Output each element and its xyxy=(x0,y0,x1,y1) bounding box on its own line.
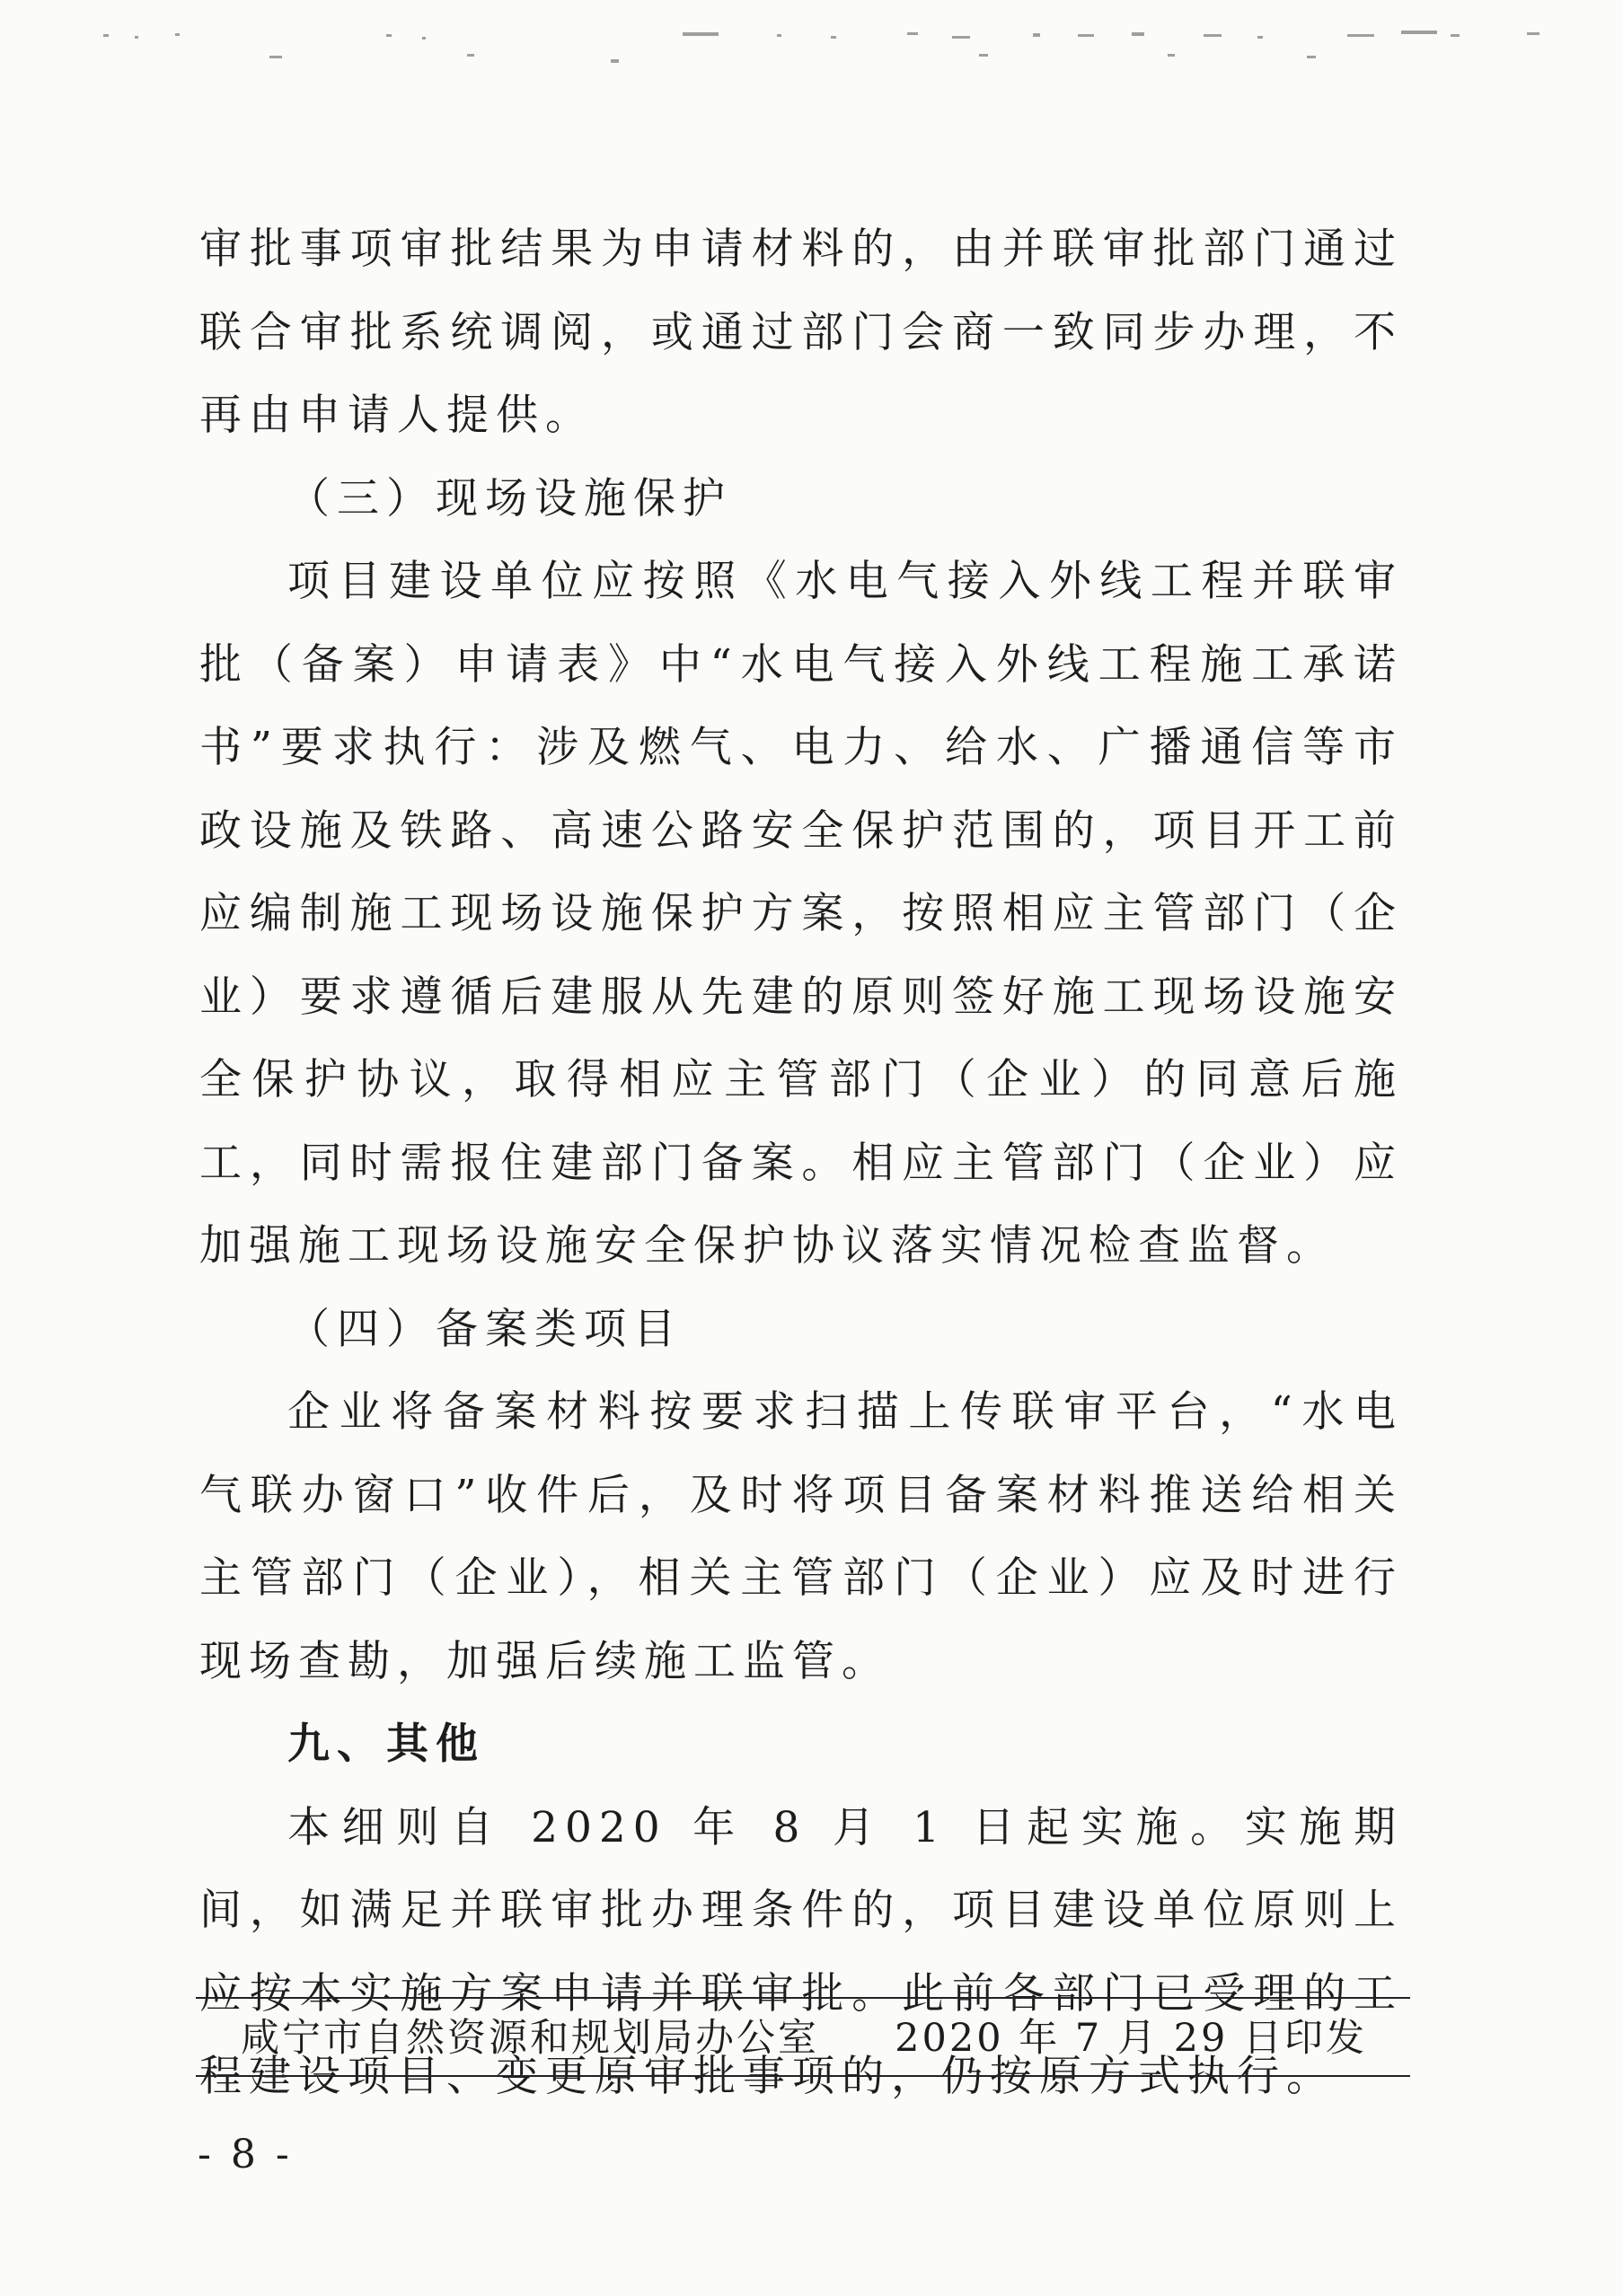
body-text xyxy=(199,208,1403,2119)
footer-bottom-rule xyxy=(196,2075,1410,2077)
paragraph-effective-date: 本细则自 2020 年 8 月 1 日起实施。实施期间，如满足并联审批办理条件的，项目建设单位原则上应按本实施方案申请并联审批。此前各部门已受理的工程建设项目、变更原审批事项的，仍按原方式执行。 xyxy=(199,1802,1403,2101)
footer-issue-date: 2020 年 7 月 29 日印发 xyxy=(895,2016,1367,2061)
footer-issuer: 咸宁市自然资源和规划局办公室 xyxy=(241,2016,819,2061)
section-heading-nine: 九、其他 xyxy=(287,1720,485,1769)
scan-artifacts xyxy=(0,0,1623,81)
section-heading-four: （四）备案类项目 xyxy=(287,1304,683,1354)
paragraph-continuation: 审批事项审批结果为申请材料的，由并联审批部门通过联合审批系统调阅，或通过部门会商一致同步办理，不再由申请人提供。 xyxy=(199,224,1403,440)
footer-top-rule xyxy=(196,1997,1410,1999)
page-number: - 8 - xyxy=(198,2132,293,2177)
paragraph-site-protection: 项目建设单位应按照《水电气接入外线工程并联审批（备案）申请表》中“水电气接入外线工程施工承诺书”要求执行：涉及燃气、电力、给水、广播通信等市政设施及铁路、高速公路安全保护范围的，项目开工前应编制施工现场设施保护方案，按照相应主管部门（企业）要求遵循后建服从先建的原则签好施工现场设施安全保护协议，取得相应主管部门（企业）的同意后施工，同时需报住建部门备案。相应主管部门（企业）应加强施工现场设施安全保护协议落实情况检查监督。 xyxy=(199,557,1403,1271)
section-heading-three: （三）现场设施保护 xyxy=(287,473,732,523)
paragraph-filing-projects: 企业将备案材料按要求扫描上传联审平台，“水电气联办窗口”收件后，及时将项目备案材料推送给相关主管部门（企业），相关主管部门（企业）应及时进行现场查勘，加强后续施工监管。 xyxy=(199,1387,1403,1686)
